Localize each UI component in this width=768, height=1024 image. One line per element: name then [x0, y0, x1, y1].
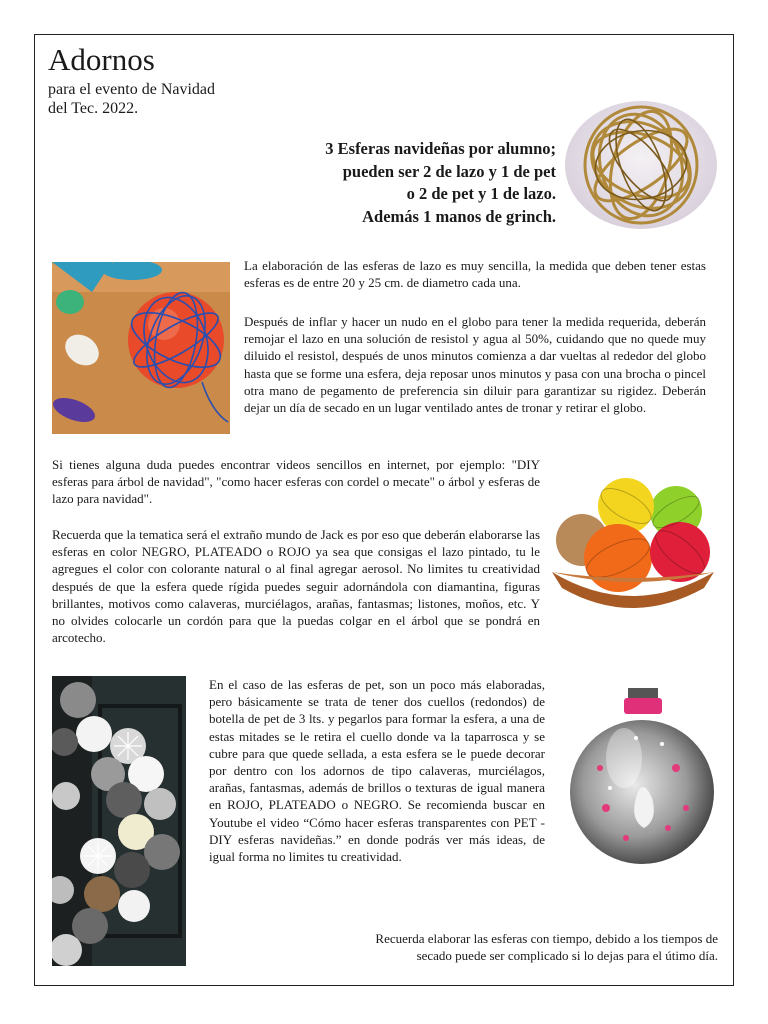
paragraph-videos: Si tienes alguna duda puedes encontrar videos sencillos en internet, por ejemplo: "DIY esferas para árbol de navidad", "como hacer esferas con cordel o mecate" o árbol y esferas de lazo para navidad".: [52, 457, 540, 507]
subtitle-line: para el evento de Navidad: [48, 81, 216, 98]
page-subtitle: [48, 80, 278, 118]
yarn-spheres-bowl-image: [544, 460, 720, 620]
paragraph-pet-spheres: En el caso de las esferas de pet, son un poco más elaboradas, pero básicamente se trata de tener dos cuellos (redondos) de botella de pet de 3 lts. y pegarlos para formar la esfera, a una de estas mitades se le retira el cuello donde va la taparrosca y se cubre para que quede sellada, a esta esfera se le puede decorar por dentro con los adornos de tipo calaveras, murciélagos, arañas, fantasmas, además de brillos o texturas de igual manera en ROJO, PLATEADO o NEGRO. Se recomienda buscar en Youtube el video “Cómo hacer esferas transparentes con PET - DIY esferas navideñas.” en donde podrás ver más ideas, de igual forma no limites tu creatividad.: [209, 677, 545, 865]
gold-twine-sphere-image: [564, 100, 718, 230]
requirement-line: o 2 de pet y 1 de lazo.: [406, 184, 556, 203]
closing-note: [240, 930, 718, 964]
paragraph-intro: La elaboración de las esferas de lazo es muy sencilla, la medida que deben tener estas esferas es de entre 20 y 25 cm. de diametro cada una.: [244, 258, 706, 291]
paragraph-instructions: Después de inflar y hacer un nudo en el globo para tener la medida requerida, deberán remojar el lazo en una solución de resistol y agua al 50%, cuidando que no quede muy diluido el resistol, después de unos minutos comienza a dar vueltas al rededor del globo hasta que se forme una esfera, deja reposar unos minutos y pasa con una brocha o pincel otra mano de pegamento de preferencia sin diluir para garantizar su rigidez. Deberán dejar un día de secado en un lugar ventilado antes de tronar y retirar el globo.: [244, 314, 706, 416]
subtitle-line: del Tec. 2022.: [48, 100, 139, 117]
paragraph-theme: Recuerda que la tematica será el extraño mundo de Jack es por eso que deberán elaborarse las esferas en color NEGRO, PLATEADO o ROJO ya sea que consigas el lazo pintado, tu le agregues el color con colorante natural o al final agregar aerosol. No limites tu creatividad después de que la esfera quede rígida puedes seguir adornándola con diamantina, figuras brillantes, motivos como calaveras, murciélagos, arañas, fantasmas; listones, moños, etc. Y no olvides colocarle un cordón para que la puedas colgar en el árbol que se pondrá en arcotecho.: [52, 527, 540, 646]
page-title: Adornos: [48, 42, 155, 77]
requirement-line: 3 Esferas navideñas por alumno;: [325, 139, 556, 158]
closing-line: Recuerda elaborar las esferas con tiempo, debido a los tiempos de: [375, 931, 718, 946]
yarn-ball-wreath-image: [52, 676, 186, 966]
pet-sphere-image: [566, 688, 718, 870]
requirement-line: Además 1 manos de grinch.: [362, 206, 556, 226]
balloon-yarn-image: [52, 262, 230, 434]
requirement-line: pueden ser 2 de lazo y 1 de pet: [342, 161, 556, 181]
requirements-block: [230, 138, 556, 228]
closing-line: secado puede ser complicado si lo dejas para el útimo día.: [416, 948, 718, 964]
